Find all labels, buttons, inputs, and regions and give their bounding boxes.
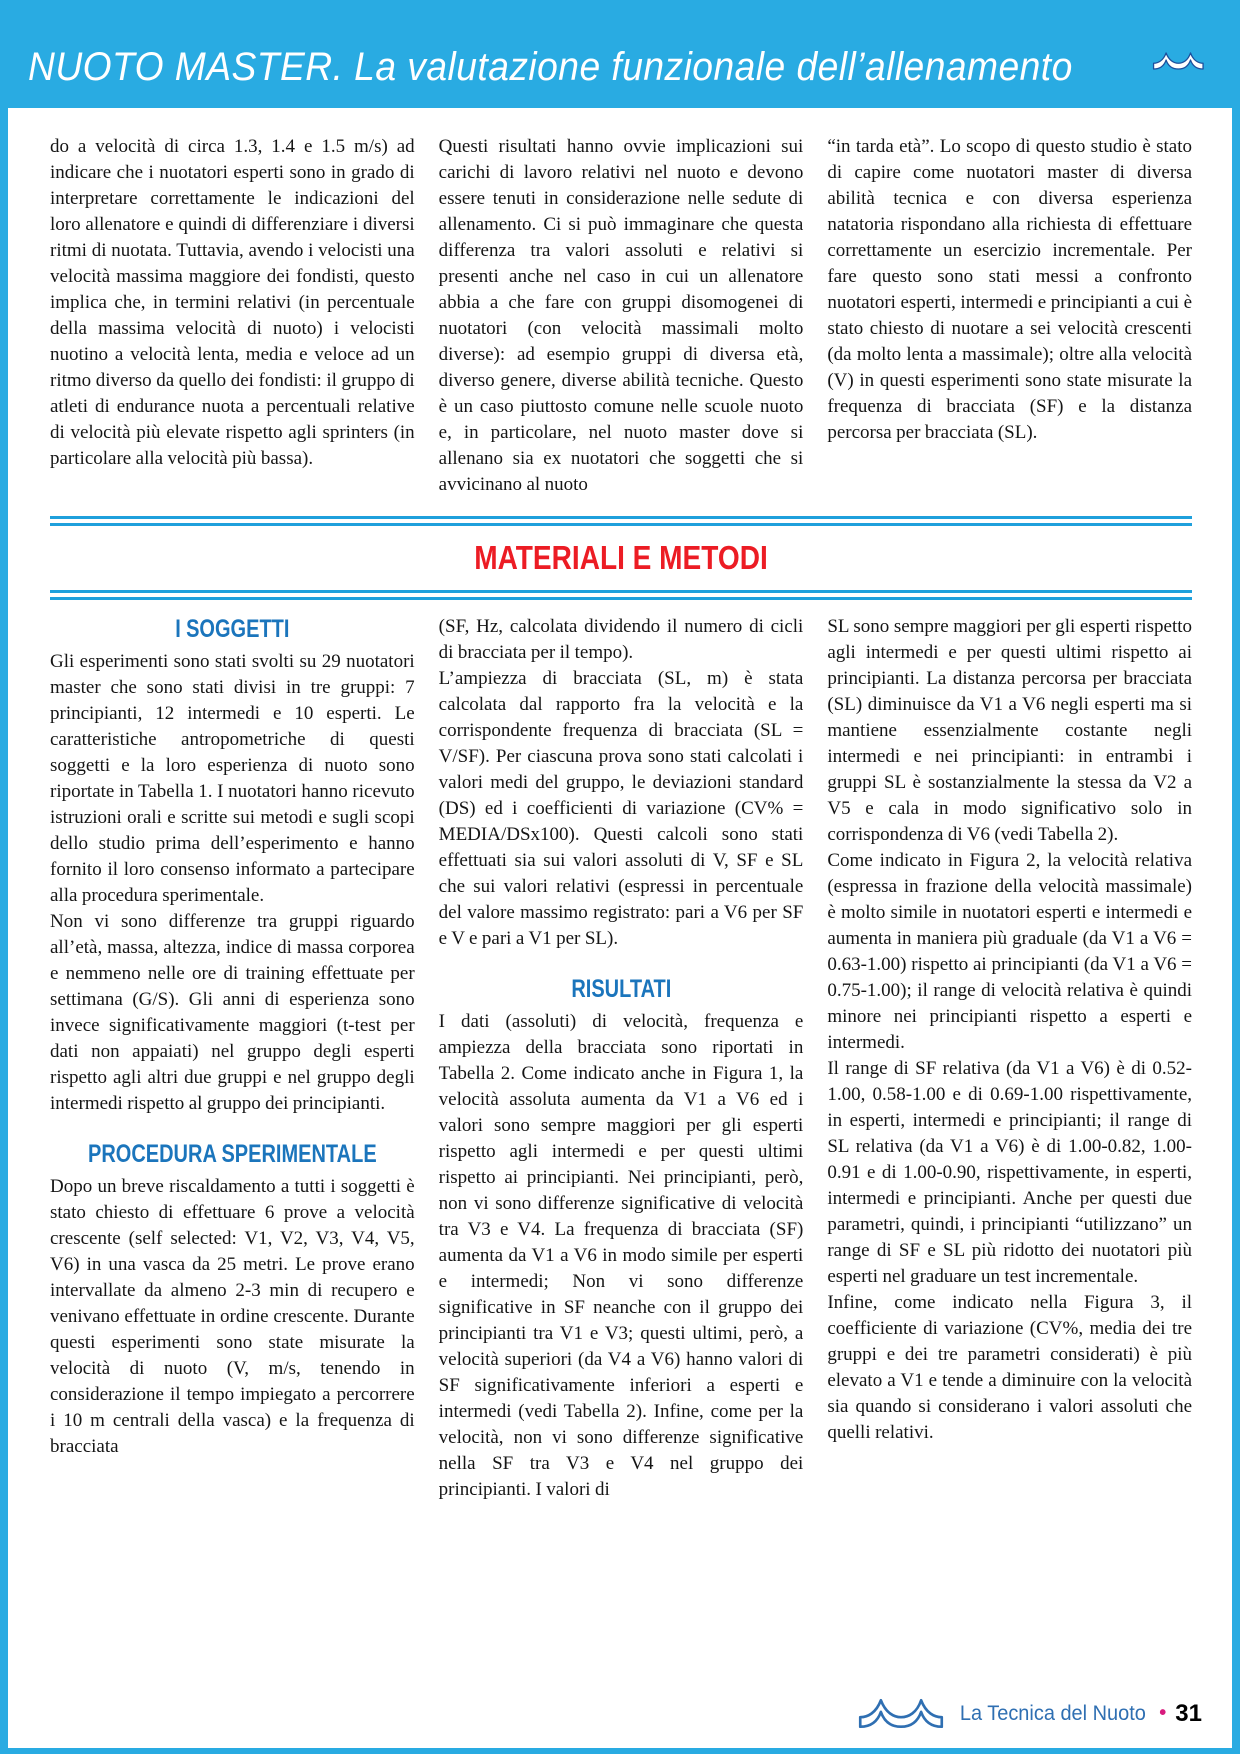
journal-name: La Tecnica del Nuoto <box>959 1701 1146 1725</box>
paragraph: do a velocità di circa 1.3, 1.4 e 1.5 m/s) ad indicare che i nuotatori esperti sono in grado di interpretare correttamente le indicazioni del loro allenatore e quindi di differenziare i diversi ritmi di nuotata. Tuttavia, avendo i velocisti una velocità massima maggiore dei fondisti, questo implica che, in termini relativi (in percentuale della massima velocità di nuoto) i velocisti nuotino a velocità lenta, media e veloce ad un ritmo diverso da quello dei fondisti: il gruppo di atleti di endurance nuota a percentuali relative di velocità più elevate rispetto agli sprinters (in particolare alla velocità più bassa). <box>50 136 415 469</box>
page-header <box>8 0 1232 108</box>
article-body <box>8 108 1232 1503</box>
paragraph: Come indicato in Figura 2, la velocità relativa (espressa in frazione della velocità massimale) è molto simile in nuotatori esperti e intermedi e aumenta in maniera più graduale (da V1 a V6 = 0.63-1.00) rispetto ai principianti (da V1 a V6 = 0.75-1.00); il range di velocità relativa è quindi minore nei principianti rispetto a esperti e intermedi. <box>827 850 1193 1053</box>
intro-column-3 <box>827 134 1192 498</box>
paragraph: SL sono sempre maggiori per gli esperti rispetto agli intermedi e per questi ultimi rispetto ai principianti. La distanza percorsa per bracciata (SL) diminuisce da V1 a V6 negli esperti ma si mantiene essenzialmente costante negli intermedi e nei principianti: in entrambi i gruppi SL è sostanzialmente la stessa da V2 a V5 e cala in modo significativo solo in corrispondenza di V6 (vedi Tabella 2). <box>827 616 1193 845</box>
main-column-2 <box>439 614 804 1503</box>
page-inner-frame <box>8 0 1232 1748</box>
subsection-heading-procedura: PROCEDURA SPERIMENTALE <box>87 1140 377 1168</box>
main-column-3 <box>827 614 1192 1503</box>
main-column-1 <box>50 614 415 1503</box>
intro-columns <box>50 134 1192 498</box>
paragraph: Il range di SF relativa (da V1 a V6) è di 0.52-1.00, 0.58-1.00 e di 0.69-1.00 rispettivamente, in esperti, intermedi e principianti; il range di SL relativa (da V1 a V6) è di 1.00-0.82, 1.00-0.91 e di 1.00-0.90, rispettivamente, in esperti, intermedi e principianti. Anche per questi due parametri, quindi, i principianti “utilizzano” un range di SF e SL più ridotto dei nuotatori più esperti nel graduare un test incrementale. <box>827 1058 1193 1287</box>
double-rule-bottom <box>50 590 1192 600</box>
paragraph: I dati (assoluti) di velocità, frequenza e ampiezza della bracciata sono riportati in Tabella 2. Come indicato anche in Figura 1, la velocità assoluta aumenta da V1 a V6 ed i valori sono sempre maggiori per gli esperti rispetto agli intermedi e per questi ultimi rispetto ai principianti. Nei principianti, però, non vi sono differenze significative di velocità tra V3 e V4. La frequenza di bracciata (SF) aumenta da V1 a V6 in modo simile per esperti e intermedi; Non vi sono differenze significative in SF neanche con il gruppo dei principianti tra V1 e V3; questi ultimi, però, a velocità superiori (da V4 a V6) hanno valori di SF significativamente inferiori a esperti e intermedi (vedi Tabella 2). Infine, come per la velocità, non vi sono differenze significative nella SF tra V3 e V4 nel gruppo dei principianti. I valori di <box>438 1011 804 1500</box>
page-footer <box>856 1697 1202 1730</box>
footer-wave-logo-icon <box>856 1697 946 1730</box>
paragraph: Dopo un breve riscaldamento a tutti i soggetti è stato chiesto di effettuare 6 prove a velocità crescente (self selected: V1, V2, V3, V4, V5, V6) in una vasca da 25 metri. Le prove erano intervallate da almeno 2-3 min di recupero e venivano effettuate in ordine crescente. Durante questi esperimenti sono state misurate la velocità di nuoto (V, m/s, tenendo in considerazione il tempo impiegato a percorrere i 10 m centrali della vasca) e la frequenza di bracciata <box>50 1176 415 1457</box>
paragraph: Questi risultati hanno ovvie implicazioni sui carichi di lavoro relativi nel nuoto e devono essere tenuti in considerazione nelle sedute di allenamento. Ci si può immaginare che questa differenza tra valori assoluti e relativi si presenti anche nel caso in cui un allenatore abbia a che fare con gruppi disomogenei di nuotatori (con velocità massimali molto diverse): ad esempio gruppi di diversa età, diverso genere, diverse abilità tecniche. Questo è un caso piuttosto comune nelle scuole nuoto e, in particolare, nel nuoto master dove si allenano sia ex nuotatori che soggetti che si avvicinano al nuoto <box>438 136 804 495</box>
paragraph: Non vi sono differenze tra gruppi riguardo all’età, massa, altezza, indice di massa corporea e nemmeno nelle ore di training effettuate per settimana (G/S). Gli anni di esperienza sono invece significativamente maggiori (t-test per dati non appaiati) nel gruppo degli esperti rispetto agli altri due gruppi e nel gruppo degli intermedi rispetto al gruppo dei principianti. <box>50 911 415 1114</box>
footer-separator-dot: • <box>1159 1702 1167 1724</box>
subsection-heading-risultati: RISULTATI <box>571 975 672 1003</box>
wave-logo-icon <box>1151 29 1206 93</box>
paragraph: Infine, come indicato nella Figura 3, il coefficiente di variazione (CV%, media dei tre gruppi e dei tre parametri considerati) è più elevato a V1 e tende a diminuire con la velocità sia quando si considerano i valori assoluti che quelli relativi. <box>827 1292 1193 1443</box>
paragraph: Gli esperimenti sono stati svolti su 29 nuotatori master che sono stati divisi in tre gruppi: 7 principianti, 12 intermedi e 10 esperti. Le caratteristiche antropometriche di questi soggetti e la loro esperienza di nuoto sono riportate in Tabella 1. I nuotatori hanno ricevuto istruzioni orali e scritte sui metodi e sugli scopi dello studio prima dell’esperimento e hanno fornito il loro consenso informato a partecipare alla procedura sperimentale. <box>50 651 415 906</box>
main-columns <box>50 614 1192 1503</box>
intro-column-1 <box>50 134 415 498</box>
subsection-heading-soggetti: I SOGGETTI <box>175 615 290 643</box>
section-divider <box>50 516 1192 600</box>
paragraph: (SF, Hz, calcolata dividendo il numero di cicli di bracciata per il tempo). <box>438 616 804 663</box>
double-rule-top <box>50 516 1192 526</box>
paragraph: L’ampiezza di bracciata (SL, m) è stata calcolata dal rapporto fra la velocità e la corrispondente frequenza di bracciata (SL = V/SF). Per ciascuna prova sono stati calcolati i valori medi del gruppo, le deviazioni standard (DS) ed i coefficienti di variazione (CV% = MEDIA/DSx100). Questi calcoli sono stati effettuati sia sui valori assoluti di V, SF e SL che sui valori relativi (espressi in percentuale del valore massimo registrato: pari a V6 per SF e V e pari a V1 per SL). <box>438 668 804 949</box>
page-title: NUOTO MASTER. La valutazione funzionale dell’allenamento <box>28 44 1073 89</box>
paragraph: “in tarda età”. Lo scopo di questo studio è stato di capire come nuotatori master di diversa abilità tecnica e con diversa esperienza natatoria rispondano alla richiesta di effettuare correttamente un esercizio incrementale. Per fare questo sono stati messi a confronto nuotatori esperti, intermedi e principianti a cui è stato chiesto di nuotare a sei velocità crescenti (da molto lenta a massimale); oltre alla velocità (V) in questi esperimenti sono state misurate la frequenza di bracciata (SF) e la distanza percorsa per bracciata (SL). <box>827 136 1193 443</box>
section-banner-title: MATERIALI E METODI <box>474 539 768 576</box>
intro-column-2 <box>439 134 804 498</box>
page-number: 31 <box>1175 1699 1202 1727</box>
